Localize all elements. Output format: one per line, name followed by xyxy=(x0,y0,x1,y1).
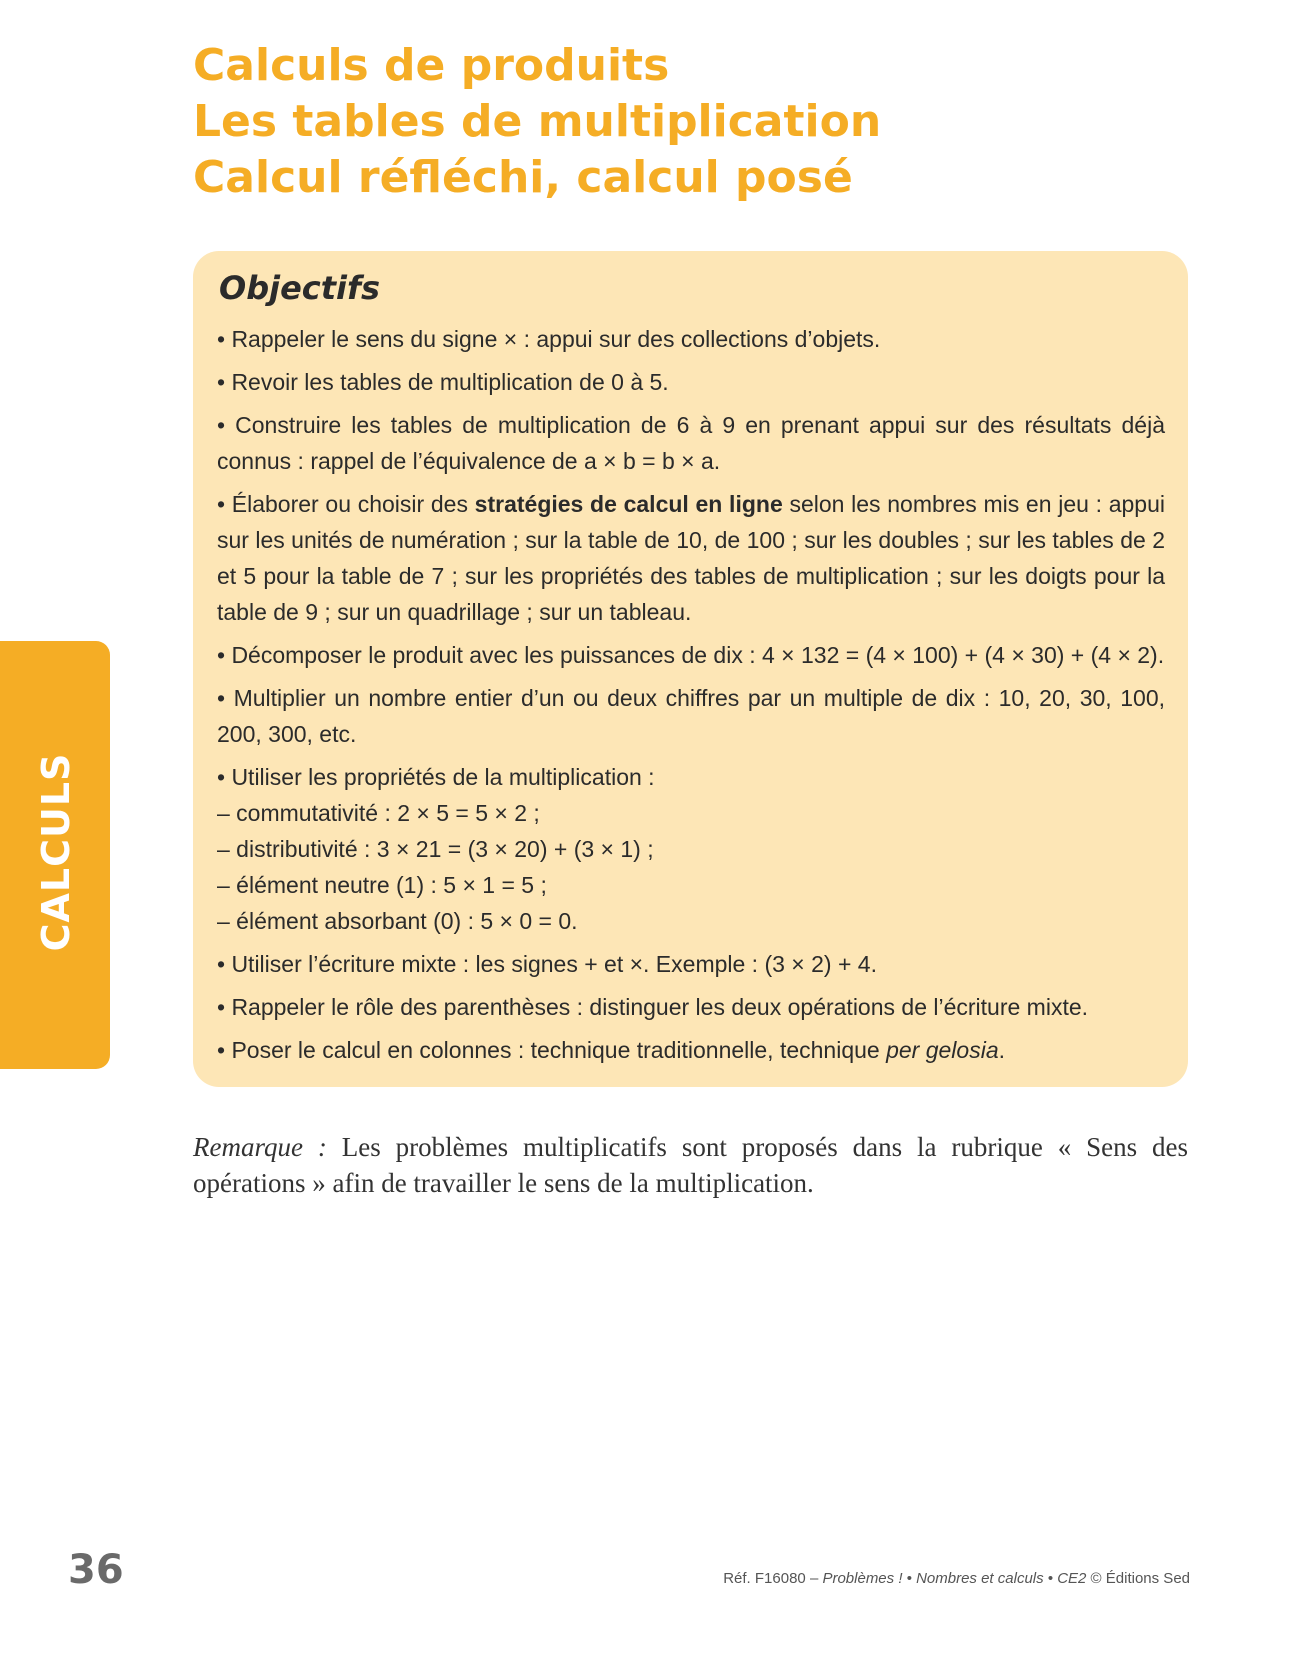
objectif-item: • Revoir les tables de multiplication de 0 à 5. xyxy=(217,369,669,395)
remark-paragraph xyxy=(193,1129,1188,1201)
objectif-item: • Utiliser l’écriture mixte : les signes + et ×. Exemple : (3 × 2) + 4. xyxy=(217,951,877,977)
objectif-item: • Construire les tables de multiplication de 6 à 9 en prenant appui sur des résultats déjà connus : rappel de l’équivalence de a × b = b × a. xyxy=(217,412,1165,474)
objectif-text: • Élaborer ou choisir des xyxy=(217,491,475,517)
page-titles xyxy=(193,38,881,206)
footer-ref: Réf. F16080 – xyxy=(723,1570,823,1587)
objectifs-heading: Objectifs xyxy=(219,269,380,307)
page-number: 36 xyxy=(68,1547,124,1593)
objectif-item xyxy=(217,486,1165,630)
objectifs-list xyxy=(217,321,1165,1075)
remark-text: Les problèmes multiplicatifs sont proposés dans la rubrique « Sens des opérations » afin de travailler le sens de la multiplication. xyxy=(193,1132,1188,1198)
objectif-sub-item: – commutativité : 2 × 5 = 5 × 2 ; xyxy=(217,800,540,826)
objectif-item: • Décomposer le produit avec les puissances de dix : 4 × 132 = (4 × 100) + (4 × 30) + (4 × 2). xyxy=(217,642,1165,668)
section-side-label: CALCULS xyxy=(34,752,78,952)
objectif-item: • Multiplier un nombre entier d’un ou deux chiffres par un multiple de dix : 10, 20, 30, 100, 200, 300, etc. xyxy=(217,685,1165,747)
objectif-sub-item: – élément absorbant (0) : 5 × 0 = 0. xyxy=(217,908,578,934)
footer-title: Problèmes ! • Nombres et calculs • CE2 xyxy=(822,1570,1087,1587)
objectif-sub-item: – élément neutre (1) : 5 × 1 = 5 ; xyxy=(217,872,547,898)
objectif-text: • Utiliser les propriétés de la multiplication : xyxy=(217,764,655,790)
objectif-sub-item: – distributivité : 3 × 21 = (3 × 20) + (3 × 1) ; xyxy=(217,836,654,862)
objectif-item xyxy=(217,759,1165,939)
remark-label: Remarque : xyxy=(193,1132,327,1162)
title-line-3: Calcul réfléchi, calcul posé xyxy=(193,152,853,203)
objectif-text: selon les nombres mis en jeu : appui sur les unités de numération ; sur la table de 10, de 100 ; sur les doubles ; sur les tables de 2 et 5 pour la table de 7 ; sur les propriétés des tables de multiplication ; sur les doigts pour la table de 9 ; sur un quadrillage ; sur un tableau. xyxy=(217,491,1165,625)
footer-publisher: © Éditions Sed xyxy=(1086,1570,1190,1587)
objectif-item: • Rappeler le rôle des parenthèses : distinguer les deux opérations de l’écriture mixte. xyxy=(217,994,1089,1020)
title-line-1: Calculs de produits xyxy=(193,40,670,91)
objectif-text: • Poser le calcul en colonnes : technique traditionnelle, technique xyxy=(217,1037,887,1063)
objectif-text: . xyxy=(998,1037,1006,1063)
objectif-item xyxy=(217,1032,1165,1068)
objectif-item: • Rappeler le sens du signe × : appui sur des collections d’objets. xyxy=(217,326,881,352)
objectif-italic-text: per gelosia xyxy=(886,1037,999,1063)
footer-reference xyxy=(723,1570,1190,1587)
objectifs-box xyxy=(193,251,1188,1087)
objectif-bold-text: stratégies de calcul en ligne xyxy=(474,491,783,517)
title-line-2: Les tables de multiplication xyxy=(193,96,882,147)
